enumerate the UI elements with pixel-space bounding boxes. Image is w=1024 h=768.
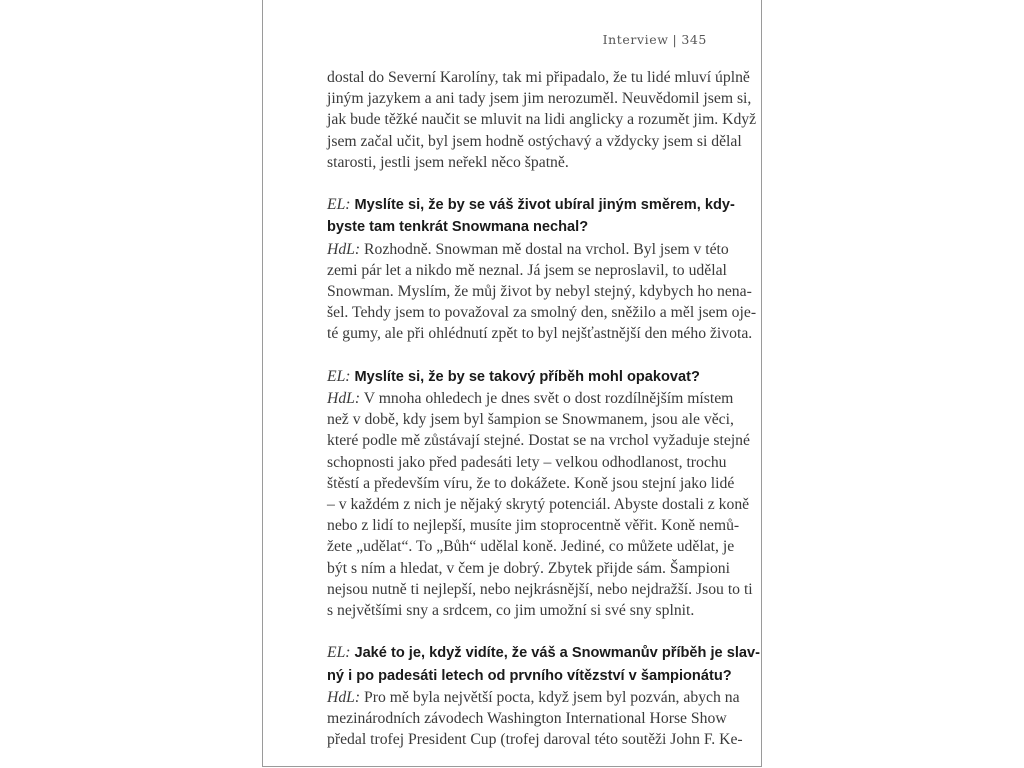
text-line: jak bude těžké naučit se mluvit na lidi anglicky a rozumět jim. Když bbox=[327, 111, 757, 129]
question-text: Myslíte si, že by se takový příběh mohl opakovat? bbox=[354, 368, 700, 385]
question-line bbox=[327, 366, 709, 388]
answer-line: nejsou nutně ti nejlepší, nebo nejkrásnější, nebo nejdražší. Jsou to ti bbox=[327, 580, 753, 598]
interviewer-label: EL: bbox=[327, 367, 351, 385]
question-line bbox=[327, 194, 735, 216]
interviewer-label: EL: bbox=[327, 644, 351, 662]
respondent-label: HdL: bbox=[327, 240, 361, 258]
answer-text: Pro mě byla největší pocta, když jsem byl pozván, abych na bbox=[364, 688, 740, 706]
answer-text: Rozhodně. Snowman mě dostal na vrchol. Byl jsem v této bbox=[364, 240, 729, 258]
answer-line bbox=[327, 239, 729, 260]
header-separator: | bbox=[672, 32, 678, 47]
paragraph-gap bbox=[327, 345, 709, 366]
respondent-label: HdL: bbox=[327, 390, 361, 408]
answer-line: s největšími sny a srdcem, co jim umožní si své sny splnit. bbox=[327, 602, 695, 620]
answer-line: mezinárodních závodech Washington International Horse Show bbox=[327, 710, 727, 728]
question-text: Myslíte si, že by se váš život ubíral jiným směrem, kdy- bbox=[354, 197, 735, 214]
answer-line bbox=[327, 388, 734, 409]
answer-line: nebo z lidí to nejlepší, musíte jim stoprocentně věřit. Koně nemů- bbox=[327, 517, 740, 535]
running-header bbox=[603, 32, 707, 47]
header-section-title: Interview bbox=[602, 32, 669, 47]
answer-line: být s ním a hledat, v čem je dobrý. Zbytek přijde sám. Šampioni bbox=[327, 559, 731, 577]
qa-block-2 bbox=[327, 366, 753, 621]
question-line bbox=[327, 642, 760, 664]
text-line: jsem začal učit, byl jsem hodně ostýchavý a vždycky jsem si dělal bbox=[327, 132, 742, 150]
respondent-label: HdL: bbox=[327, 688, 361, 706]
answer-line: štěstí a především víru, že to dokážete. Koně jsou stejní jako lidé bbox=[327, 474, 735, 492]
book-page bbox=[262, 0, 762, 767]
answer-line: šel. Tehdy jsem to považoval za smolný den, sněžilo a měl jsem oje- bbox=[327, 304, 757, 322]
paragraph-gap bbox=[327, 173, 709, 194]
answer-line: žete „udělat“. To „Bůh“ udělal koně. Jediné, co můžete udělat, je bbox=[327, 538, 735, 556]
answer-text: V mnoha ohledech je dnes svět o dost rozdílnějším místem bbox=[363, 390, 734, 408]
answer-line: té gumy, ale při ohlédnutí zpět to byl nejšťastnější den mého života. bbox=[327, 325, 753, 343]
text-line: jiným jazykem a ani tady jsem jim nerozuměl. Neuvědomil jsem si, bbox=[327, 90, 752, 108]
answer-line: předal trofej President Cup (trofej daroval této soutěži John F. Ke- bbox=[327, 731, 743, 749]
answer-line: které podle mě zůstávají stejné. Dostat se na vrchol vyžaduje stejné bbox=[327, 432, 750, 450]
question-text: Jaké to je, když vidíte, že váš a Snowmanův příběh je slav- bbox=[354, 645, 760, 662]
qa-block-1 bbox=[327, 194, 757, 344]
answer-line: Snowman. Myslím, že můj život by nebyl stejný, kdybych ho nena- bbox=[327, 283, 752, 301]
answer-line: než v době, kdy jsem byl šampion se Snowmanem, jsou ale věci, bbox=[327, 411, 734, 429]
paragraph-1 bbox=[327, 67, 757, 173]
page-number: 345 bbox=[681, 32, 707, 47]
question-text: ný i po padesáti letech od prvního vítězství v šampionátu? bbox=[327, 667, 732, 684]
text-line: dostal do Severní Karolíny, tak mi připadalo, že tu lidé mluví úplně bbox=[327, 69, 750, 86]
interviewer-label: EL: bbox=[327, 196, 351, 214]
body-text bbox=[327, 67, 760, 750]
answer-line: – v každém z nich je nějaký skrytý potenciál. Abyste dostali z koně bbox=[327, 496, 750, 514]
answer-line: zemi pár let a nikdo mě neznal. Já jsem se neproslavil, to udělal bbox=[327, 261, 727, 279]
question-line bbox=[327, 216, 709, 238]
text-line: starosti, jestli jsem neřekl něco špatně. bbox=[327, 153, 569, 171]
answer-line: schopnosti jako před padesáti lety – velkou odhodlanost, trochu bbox=[327, 453, 727, 471]
paragraph-gap bbox=[327, 621, 709, 642]
question-line bbox=[327, 665, 732, 687]
qa-block-3 bbox=[327, 642, 760, 750]
answer-line bbox=[327, 687, 740, 708]
question-text: byste tam tenkrát Snowmana nechal? bbox=[327, 219, 589, 236]
